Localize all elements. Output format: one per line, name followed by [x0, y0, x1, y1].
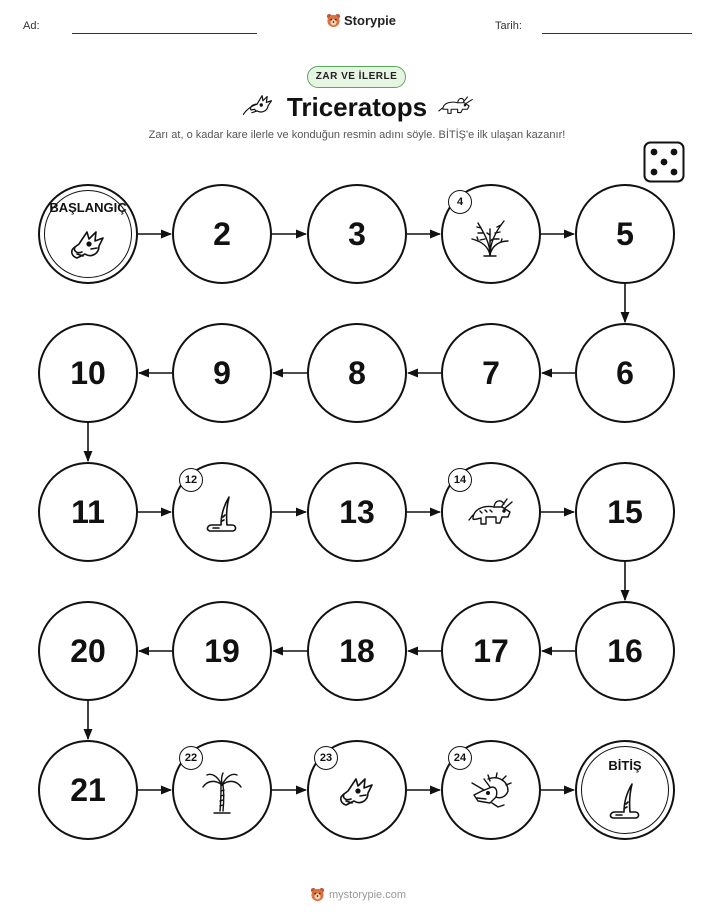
dinosaur-head-icon: [65, 224, 111, 270]
footer: [310, 887, 406, 902]
palm-icon: [199, 771, 245, 817]
cell-number: 16: [607, 632, 643, 669]
footer-url: mystorypie.com: [329, 888, 407, 901]
cell-number: 21: [70, 771, 106, 808]
board-cell-15: [575, 462, 675, 562]
cell-number: 13: [339, 493, 375, 530]
cell-number: 11: [71, 493, 105, 530]
brand-name: Storypie: [344, 13, 397, 28]
board-cell-20: [38, 601, 138, 701]
board-cell-21: [38, 740, 138, 840]
board-cell-17: [441, 601, 541, 701]
cell-number-badge: 12: [179, 468, 203, 492]
finish-cell: [575, 740, 675, 840]
cell-number-badge: 4: [448, 190, 472, 214]
board-cell-9: [172, 323, 272, 423]
board-cell-10: [38, 323, 138, 423]
date-label: Tarih:: [495, 20, 522, 32]
instructions-text: Zarı at, o kadar kare ilerle ve konduğun resmin adını söyle. BİTİŞ'e ilk ulaşan kazanır!: [148, 129, 566, 141]
board-cell-18: [307, 601, 407, 701]
bear-logo-icon: [310, 887, 325, 902]
page-title: Triceratops: [286, 92, 428, 122]
cell-number-badge: 23: [314, 746, 338, 770]
activity-badge: ZAR VE İLERLE: [307, 66, 406, 88]
board-cell-13: [307, 462, 407, 562]
cell-number: 8: [348, 354, 366, 391]
horn-icon: [199, 493, 245, 539]
triceratops-icon: [468, 493, 514, 539]
dinosaur-head-icon: [334, 771, 380, 817]
cell-number: 5: [616, 215, 634, 252]
start-cell: [38, 184, 138, 284]
board-cell-11: [38, 462, 138, 562]
cell-number-badge: 14: [448, 468, 472, 492]
cell-number: 20: [70, 632, 106, 669]
board-cell-7: [441, 323, 541, 423]
cell-number: 18: [339, 632, 375, 669]
board-cell-2: [172, 184, 272, 284]
cell-number: 17: [473, 632, 509, 669]
cell-number: 9: [213, 354, 231, 391]
cell-number: 2: [213, 215, 231, 252]
start-label: BAŞLANGIÇ: [49, 200, 127, 215]
board-cell-3: [307, 184, 407, 284]
triceratops-head-icon: [468, 771, 514, 817]
cell-number: 7: [482, 354, 500, 391]
cell-number-badge: 24: [448, 746, 472, 770]
cell-number: 3: [348, 215, 366, 252]
cell-number: 10: [70, 354, 106, 391]
board-cell-5: [575, 184, 675, 284]
name-label: Ad:: [23, 20, 40, 32]
cell-number-badge: 22: [179, 746, 203, 770]
board-cell-8: [307, 323, 407, 423]
cell-number: 19: [204, 632, 240, 669]
cell-number: 15: [607, 493, 643, 530]
finish-label: BİTİŞ: [608, 758, 642, 773]
fern-icon: [468, 215, 514, 261]
board-cell-6: [575, 323, 675, 423]
board-cell-16: [575, 601, 675, 701]
cell-number: 6: [616, 354, 634, 391]
board-cell-19: [172, 601, 272, 701]
horn-icon: [602, 780, 648, 826]
